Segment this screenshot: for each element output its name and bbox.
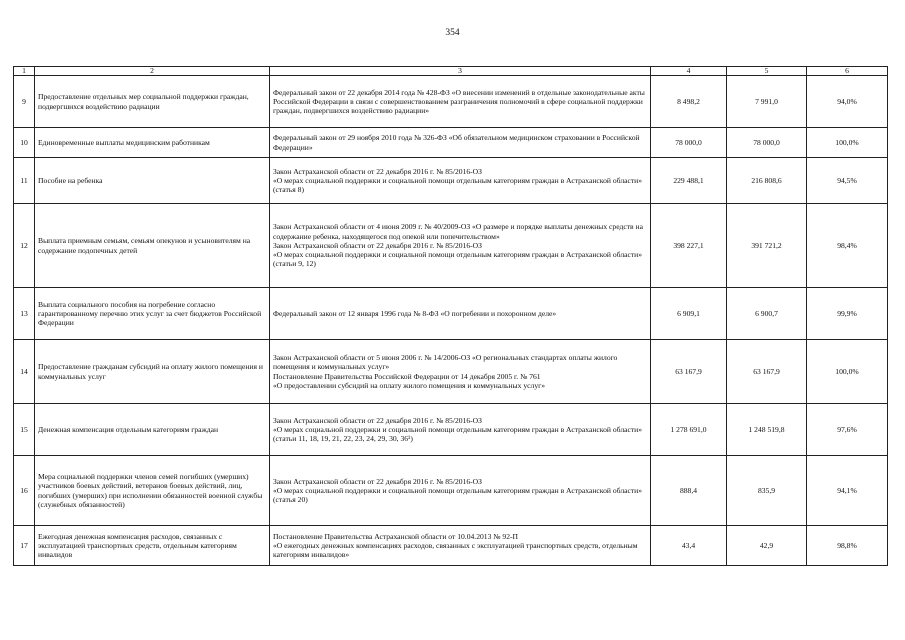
legal-basis-line: «О мерах социальной поддержки и социальной помощи отдельным категориям граждан в Астраханской области» (статья 20): [273, 485, 643, 505]
column-6-percent-cell: 97,6%: [807, 404, 888, 456]
row-number-cell: 12: [14, 204, 35, 288]
table-body: [14, 76, 888, 566]
row-number-cell: 11: [14, 158, 35, 204]
measure-name-cell: Предоставление гражданам субсидий на оплату жилого помещения и коммунальных услуг: [35, 340, 270, 404]
column-4-value-cell: 1 278 691,0: [651, 404, 727, 456]
legal-basis-line: «О мерах социальной поддержки и социальной помощи отдельным категориям граждан в Астраханской области» (статья 8): [273, 175, 643, 195]
legal-basis-line: Закон Астраханской области от 22 декабря 2016 г. № 85/2016-ОЗ: [273, 415, 482, 425]
legal-basis-cell: [270, 204, 651, 288]
legal-basis-line: Постановление Правительства Российской Федерации от 14 декабря 2005 г. № 761: [273, 371, 541, 381]
table-row: [14, 456, 888, 526]
legal-basis-line: Федеральный закон от 29 ноября 2010 года № 326-ФЗ «Об обязательном медицинском страховании в Российской Федерации»: [273, 133, 640, 152]
table-row: [14, 288, 888, 340]
column-6-percent-cell: 98,4%: [807, 204, 888, 288]
legal-basis-cell: [270, 288, 651, 340]
header-cell: 2: [35, 67, 270, 76]
legal-basis-cell: [270, 404, 651, 456]
legal-basis-line: Закон Астраханской области от 4 июня 2009 г. № 40/2009-ОЗ «О размере и порядке выплаты денежных средств на содержание ребенка, находящегося под опекой или попечительством»: [273, 222, 643, 241]
row-number-cell: 17: [14, 526, 35, 566]
measure-name-cell: Выплата социального пособия на погребение согласно гарантированному перечню этих услуг за счет бюджетов Российской Федерации: [35, 288, 270, 340]
measure-name-cell: Пособие на ребенка: [35, 158, 270, 204]
legal-basis-line: Федеральный закон от 12 января 1996 года № 8-ФЗ «О погребении и похоронном деле»: [273, 308, 557, 318]
row-number-cell: 15: [14, 404, 35, 456]
column-4-value-cell: 63 167,9: [651, 340, 727, 404]
header-cell: 1: [14, 67, 35, 76]
table-row: [14, 76, 888, 128]
column-4-value-cell: 398 227,1: [651, 204, 727, 288]
expenditure-table: [13, 66, 888, 566]
column-5-value-cell: 42,9: [727, 526, 807, 566]
column-4-value-cell: 6 909,1: [651, 288, 727, 340]
header-cell: 3: [270, 67, 651, 76]
column-4-value-cell: 8 498,2: [651, 76, 727, 128]
measure-name-cell: Выплата приемным семьям, семьям опекунов и усыновителям на содержание подопечных детей: [35, 204, 270, 288]
table-row: [14, 526, 888, 566]
column-6-percent-cell: 94,0%: [807, 76, 888, 128]
table-row: [14, 158, 888, 204]
table-row: [14, 340, 888, 404]
column-5-value-cell: 216 808,6: [727, 158, 807, 204]
legal-basis-cell: [270, 456, 651, 526]
column-6-percent-cell: 94,1%: [807, 456, 888, 526]
column-6-percent-cell: 99,9%: [807, 288, 888, 340]
legal-basis-line: Постановление Правительства Астраханской области от 10.04.2013 № 92-П: [273, 531, 519, 541]
legal-basis-cell: [270, 76, 651, 128]
page-number: 354: [445, 28, 460, 38]
column-6-percent-cell: 94,5%: [807, 158, 888, 204]
legal-basis-line: Закон Астраханской области от 22 декабря 2016 г. № 85/2016-ОЗ: [273, 476, 482, 486]
column-4-value-cell: 78 000,0: [651, 128, 727, 158]
row-number-cell: 16: [14, 456, 35, 526]
column-6-percent-cell: 100,0%: [807, 128, 888, 158]
row-number-cell: 14: [14, 340, 35, 404]
column-6-percent-cell: 100,0%: [807, 340, 888, 404]
measure-name-cell: Единовременные выплаты медицинским работникам: [35, 128, 270, 158]
column-5-value-cell: 391 721,2: [727, 204, 807, 288]
legal-basis-line: «О мерах социальной поддержки и социальной помощи отдельным категориям граждан в Астраханской области» (статьи 9, 12): [273, 250, 643, 269]
column-4-value-cell: 888,4: [651, 456, 727, 526]
legal-basis-line: Закон Астраханской области от 5 июня 2006 г. № 14/2006-ОЗ «О региональных стандартах оплаты жилого помещения и коммунальных услуг»: [273, 353, 618, 372]
column-5-value-cell: 1 248 519,8: [727, 404, 807, 456]
legal-basis-cell: [270, 128, 651, 158]
legal-basis-line: «О предоставлении субсидий на оплату жилого помещения и коммунальных услуг»: [273, 380, 546, 390]
measure-name-cell: Предоставление отдельных мер социальной поддержки граждан, подвергшихся воздействию радиации: [35, 76, 270, 128]
column-5-value-cell: 6 900,7: [727, 288, 807, 340]
table-row: [14, 128, 888, 158]
legal-basis-line: «О ежегодных денежных компенсациях расходов, связанных с эксплуатацией транспортных средств, отдельным категориям инвалидов»: [273, 540, 638, 560]
column-5-value-cell: 63 167,9: [727, 340, 807, 404]
measure-name-cell: Мера социальной поддержки членов семей погибших (умерших) участников боевых действий, ветеранов боевых действий, лиц, погибших (умерших) при исполнении обязанностей военной службы (служебных обязанностей): [35, 456, 270, 526]
header-cell: 4: [651, 67, 727, 76]
legal-basis-cell: [270, 340, 651, 404]
column-4-value-cell: 229 488,1: [651, 158, 727, 204]
header-cell: 6: [807, 67, 888, 76]
legal-basis-line: Закон Астраханской области от 22 декабря 2016 г. № 85/2016-ОЗ: [273, 166, 482, 176]
measure-name-cell: Ежегодная денежная компенсация расходов, связанных с эксплуатацией транспортных средств, отдельным категориям инвалидов: [35, 526, 270, 566]
table-row: [14, 204, 888, 288]
column-5-value-cell: 835,9: [727, 456, 807, 526]
column-6-percent-cell: 98,8%: [807, 526, 888, 566]
row-number-cell: 13: [14, 288, 35, 340]
legal-basis-cell: [270, 526, 651, 566]
row-number-cell: 10: [14, 128, 35, 158]
header-cell: 5: [727, 67, 807, 76]
measure-name-cell: Денежная компенсация отдельным категориям граждан: [35, 404, 270, 456]
legal-basis-line: «О мерах социальной поддержки и социальной помощи отдельным категориям граждан в Астраханской области» (статьи 11, 18, 19, 21, 22, 23, 24, 29, 30, 36¹): [273, 424, 643, 444]
legal-basis-line: Закон Астраханской области от 22 декабря 2016 г. № 85/2016-ОЗ: [273, 240, 482, 250]
row-number-cell: 9: [14, 76, 35, 128]
column-4-value-cell: 43,4: [651, 526, 727, 566]
table-row: [14, 404, 888, 456]
legal-basis-cell: [270, 158, 651, 204]
header-row: [14, 67, 888, 76]
column-5-value-cell: 7 991,0: [727, 76, 807, 128]
legal-basis-line: Федеральный закон от 22 декабря 2014 года № 428-ФЗ «О внесении изменений в отдельные законодательные акты Российской Федерации в связи с совершенствованием разграничения полномочий в сфере социальной поддержки граждан, подвергшихся воздействию радиации»: [273, 87, 645, 116]
column-5-value-cell: 78 000,0: [727, 128, 807, 158]
